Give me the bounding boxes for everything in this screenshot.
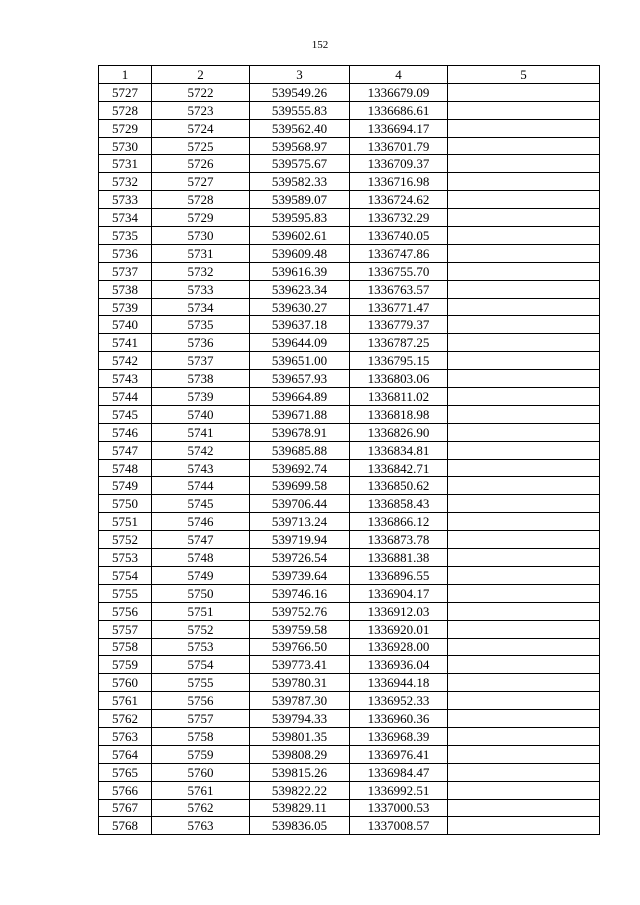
cell-note <box>448 620 600 638</box>
table-row <box>99 817 600 835</box>
cell-y-coordinate: 1336873.78 <box>350 531 448 549</box>
cell-point-number: 5764 <box>99 745 152 763</box>
cell-prev-number: 5724 <box>152 119 250 137</box>
cell-point-number: 5748 <box>99 459 152 477</box>
cell-y-coordinate: 1336826.90 <box>350 423 448 441</box>
cell-prev-number: 5731 <box>152 244 250 262</box>
cell-y-coordinate: 1336944.18 <box>350 674 448 692</box>
cell-prev-number: 5762 <box>152 799 250 817</box>
cell-x-coordinate: 539657.93 <box>250 370 350 388</box>
cell-point-number: 5758 <box>99 638 152 656</box>
cell-note <box>448 692 600 710</box>
cell-point-number: 5753 <box>99 549 152 567</box>
coordinates-table <box>98 65 600 835</box>
cell-y-coordinate: 1336920.01 <box>350 620 448 638</box>
cell-x-coordinate: 539815.26 <box>250 763 350 781</box>
cell-point-number: 5763 <box>99 727 152 745</box>
cell-x-coordinate: 539651.00 <box>250 352 350 370</box>
cell-x-coordinate: 539568.97 <box>250 137 350 155</box>
cell-point-number: 5760 <box>99 674 152 692</box>
cell-point-number: 5739 <box>99 298 152 316</box>
cell-point-number: 5742 <box>99 352 152 370</box>
cell-point-number: 5755 <box>99 584 152 602</box>
table-row <box>99 799 600 817</box>
cell-note <box>448 441 600 459</box>
cell-y-coordinate: 1336866.12 <box>350 513 448 531</box>
cell-note <box>448 638 600 656</box>
cell-prev-number: 5727 <box>152 173 250 191</box>
cell-prev-number: 5753 <box>152 638 250 656</box>
cell-note <box>448 477 600 495</box>
cell-point-number: 5740 <box>99 316 152 334</box>
cell-point-number: 5744 <box>99 388 152 406</box>
cell-note <box>448 316 600 334</box>
cell-prev-number: 5751 <box>152 602 250 620</box>
cell-x-coordinate: 539780.31 <box>250 674 350 692</box>
cell-x-coordinate: 539752.76 <box>250 602 350 620</box>
table-row <box>99 244 600 262</box>
cell-point-number: 5767 <box>99 799 152 817</box>
table-row <box>99 155 600 173</box>
cell-point-number: 5756 <box>99 602 152 620</box>
cell-note <box>448 173 600 191</box>
cell-note <box>448 209 600 227</box>
cell-x-coordinate: 539726.54 <box>250 549 350 567</box>
cell-point-number: 5736 <box>99 244 152 262</box>
cell-prev-number: 5759 <box>152 745 250 763</box>
cell-point-number: 5752 <box>99 531 152 549</box>
cell-note <box>448 334 600 352</box>
cell-point-number: 5737 <box>99 262 152 280</box>
cell-note <box>448 191 600 209</box>
cell-x-coordinate: 539692.74 <box>250 459 350 477</box>
table-row <box>99 441 600 459</box>
cell-y-coordinate: 1336709.37 <box>350 155 448 173</box>
cell-prev-number: 5740 <box>152 405 250 423</box>
cell-note <box>448 388 600 406</box>
table-row <box>99 674 600 692</box>
cell-prev-number: 5732 <box>152 262 250 280</box>
cell-x-coordinate: 539766.50 <box>250 638 350 656</box>
cell-x-coordinate: 539706.44 <box>250 495 350 513</box>
table-row <box>99 549 600 567</box>
table-row <box>99 710 600 728</box>
cell-y-coordinate: 1336896.55 <box>350 566 448 584</box>
cell-note <box>448 405 600 423</box>
cell-x-coordinate: 539822.22 <box>250 781 350 799</box>
table-row <box>99 459 600 477</box>
cell-y-coordinate: 1336960.36 <box>350 710 448 728</box>
cell-prev-number: 5722 <box>152 83 250 101</box>
cell-prev-number: 5723 <box>152 101 250 119</box>
table-row <box>99 298 600 316</box>
table-row <box>99 262 600 280</box>
cell-x-coordinate: 539637.18 <box>250 316 350 334</box>
cell-x-coordinate: 539759.58 <box>250 620 350 638</box>
cell-prev-number: 5747 <box>152 531 250 549</box>
cell-y-coordinate: 1336818.98 <box>350 405 448 423</box>
cell-prev-number: 5746 <box>152 513 250 531</box>
cell-x-coordinate: 539699.58 <box>250 477 350 495</box>
table-row <box>99 477 600 495</box>
cell-y-coordinate: 1336811.02 <box>350 388 448 406</box>
table-row <box>99 513 600 531</box>
cell-point-number: 5747 <box>99 441 152 459</box>
cell-prev-number: 5761 <box>152 781 250 799</box>
cell-x-coordinate: 539808.29 <box>250 745 350 763</box>
cell-point-number: 5761 <box>99 692 152 710</box>
cell-x-coordinate: 539685.88 <box>250 441 350 459</box>
cell-x-coordinate: 539794.33 <box>250 710 350 728</box>
cell-y-coordinate: 1336803.06 <box>350 370 448 388</box>
cell-note <box>448 566 600 584</box>
cell-prev-number: 5738 <box>152 370 250 388</box>
cell-y-coordinate: 1336686.61 <box>350 101 448 119</box>
cell-point-number: 5731 <box>99 155 152 173</box>
cell-y-coordinate: 1336771.47 <box>350 298 448 316</box>
cell-prev-number: 5739 <box>152 388 250 406</box>
cell-x-coordinate: 539773.41 <box>250 656 350 674</box>
column-header-2: 2 <box>152 66 250 84</box>
cell-y-coordinate: 1336976.41 <box>350 745 448 763</box>
cell-x-coordinate: 539829.11 <box>250 799 350 817</box>
cell-point-number: 5734 <box>99 209 152 227</box>
table-row <box>99 227 600 245</box>
cell-prev-number: 5763 <box>152 817 250 835</box>
cell-x-coordinate: 539549.26 <box>250 83 350 101</box>
cell-y-coordinate: 1336928.00 <box>350 638 448 656</box>
cell-prev-number: 5742 <box>152 441 250 459</box>
cell-note <box>448 262 600 280</box>
column-header-1: 1 <box>99 66 152 84</box>
cell-note <box>448 101 600 119</box>
cell-y-coordinate: 1336747.86 <box>350 244 448 262</box>
cell-x-coordinate: 539582.33 <box>250 173 350 191</box>
cell-prev-number: 5752 <box>152 620 250 638</box>
cell-note <box>448 513 600 531</box>
cell-note <box>448 656 600 674</box>
cell-note <box>448 298 600 316</box>
cell-y-coordinate: 1336984.47 <box>350 763 448 781</box>
cell-note <box>448 83 600 101</box>
cell-note <box>448 674 600 692</box>
cell-point-number: 5732 <box>99 173 152 191</box>
table-row <box>99 763 600 781</box>
cell-note <box>448 244 600 262</box>
cell-y-coordinate: 1336740.05 <box>350 227 448 245</box>
cell-y-coordinate: 1336912.03 <box>350 602 448 620</box>
cell-point-number: 5768 <box>99 817 152 835</box>
cell-prev-number: 5735 <box>152 316 250 334</box>
table-row <box>99 602 600 620</box>
cell-x-coordinate: 539562.40 <box>250 119 350 137</box>
cell-x-coordinate: 539739.64 <box>250 566 350 584</box>
cell-note <box>448 137 600 155</box>
cell-y-coordinate: 1336968.39 <box>350 727 448 745</box>
cell-note <box>448 459 600 477</box>
table-body <box>99 83 600 834</box>
table-row <box>99 101 600 119</box>
cell-x-coordinate: 539787.30 <box>250 692 350 710</box>
cell-note <box>448 119 600 137</box>
cell-x-coordinate: 539664.89 <box>250 388 350 406</box>
cell-y-coordinate: 1336952.33 <box>350 692 448 710</box>
cell-point-number: 5749 <box>99 477 152 495</box>
cell-note <box>448 602 600 620</box>
cell-note <box>448 763 600 781</box>
cell-x-coordinate: 539616.39 <box>250 262 350 280</box>
cell-y-coordinate: 1336779.37 <box>350 316 448 334</box>
cell-y-coordinate: 1336850.62 <box>350 477 448 495</box>
column-header-5: 5 <box>448 66 600 84</box>
cell-x-coordinate: 539589.07 <box>250 191 350 209</box>
cell-note <box>448 370 600 388</box>
cell-prev-number: 5749 <box>152 566 250 584</box>
cell-y-coordinate: 1336834.81 <box>350 441 448 459</box>
cell-x-coordinate: 539678.91 <box>250 423 350 441</box>
cell-point-number: 5746 <box>99 423 152 441</box>
cell-prev-number: 5737 <box>152 352 250 370</box>
cell-x-coordinate: 539595.83 <box>250 209 350 227</box>
cell-prev-number: 5758 <box>152 727 250 745</box>
cell-y-coordinate: 1336787.25 <box>350 334 448 352</box>
cell-note <box>448 495 600 513</box>
cell-x-coordinate: 539836.05 <box>250 817 350 835</box>
cell-y-coordinate: 1337000.53 <box>350 799 448 817</box>
table-row <box>99 405 600 423</box>
cell-y-coordinate: 1336716.98 <box>350 173 448 191</box>
cell-point-number: 5751 <box>99 513 152 531</box>
table-row <box>99 191 600 209</box>
cell-point-number: 5728 <box>99 101 152 119</box>
table-row <box>99 638 600 656</box>
cell-prev-number: 5728 <box>152 191 250 209</box>
cell-prev-number: 5725 <box>152 137 250 155</box>
cell-y-coordinate: 1336732.29 <box>350 209 448 227</box>
cell-x-coordinate: 539602.61 <box>250 227 350 245</box>
table-row <box>99 83 600 101</box>
cell-prev-number: 5745 <box>152 495 250 513</box>
cell-point-number: 5729 <box>99 119 152 137</box>
table-row <box>99 370 600 388</box>
column-header-3: 3 <box>250 66 350 84</box>
cell-y-coordinate: 1336936.04 <box>350 656 448 674</box>
cell-point-number: 5730 <box>99 137 152 155</box>
cell-note <box>448 781 600 799</box>
cell-prev-number: 5741 <box>152 423 250 441</box>
cell-note <box>448 227 600 245</box>
table-row <box>99 388 600 406</box>
cell-x-coordinate: 539671.88 <box>250 405 350 423</box>
cell-prev-number: 5756 <box>152 692 250 710</box>
cell-y-coordinate: 1336694.17 <box>350 119 448 137</box>
cell-x-coordinate: 539623.34 <box>250 280 350 298</box>
cell-x-coordinate: 539575.67 <box>250 155 350 173</box>
cell-y-coordinate: 1336701.79 <box>350 137 448 155</box>
cell-point-number: 5738 <box>99 280 152 298</box>
cell-y-coordinate: 1336904.17 <box>350 584 448 602</box>
cell-point-number: 5754 <box>99 566 152 584</box>
table-row <box>99 173 600 191</box>
cell-y-coordinate: 1336992.51 <box>350 781 448 799</box>
cell-point-number: 5766 <box>99 781 152 799</box>
header-row <box>99 66 600 84</box>
cell-note <box>448 745 600 763</box>
cell-x-coordinate: 539555.83 <box>250 101 350 119</box>
cell-x-coordinate: 539644.09 <box>250 334 350 352</box>
table-row <box>99 495 600 513</box>
table-row <box>99 119 600 137</box>
cell-point-number: 5762 <box>99 710 152 728</box>
cell-note <box>448 352 600 370</box>
page-number: 152 <box>311 39 329 51</box>
cell-prev-number: 5755 <box>152 674 250 692</box>
cell-x-coordinate: 539746.16 <box>250 584 350 602</box>
table-row <box>99 745 600 763</box>
cell-prev-number: 5744 <box>152 477 250 495</box>
table-row <box>99 209 600 227</box>
cell-prev-number: 5743 <box>152 459 250 477</box>
table-row <box>99 656 600 674</box>
cell-point-number: 5759 <box>99 656 152 674</box>
cell-point-number: 5727 <box>99 83 152 101</box>
cell-y-coordinate: 1337008.57 <box>350 817 448 835</box>
cell-prev-number: 5750 <box>152 584 250 602</box>
table-row <box>99 727 600 745</box>
cell-prev-number: 5726 <box>152 155 250 173</box>
cell-point-number: 5750 <box>99 495 152 513</box>
cell-x-coordinate: 539630.27 <box>250 298 350 316</box>
table-row <box>99 566 600 584</box>
cell-point-number: 5757 <box>99 620 152 638</box>
cell-note <box>448 710 600 728</box>
cell-x-coordinate: 539801.35 <box>250 727 350 745</box>
cell-prev-number: 5757 <box>152 710 250 728</box>
column-header-4: 4 <box>350 66 448 84</box>
cell-point-number: 5741 <box>99 334 152 352</box>
cell-note <box>448 423 600 441</box>
cell-y-coordinate: 1336763.57 <box>350 280 448 298</box>
table-row <box>99 692 600 710</box>
cell-prev-number: 5760 <box>152 763 250 781</box>
table-row <box>99 584 600 602</box>
table-row <box>99 280 600 298</box>
cell-y-coordinate: 1336795.15 <box>350 352 448 370</box>
table-row <box>99 316 600 334</box>
cell-y-coordinate: 1336842.71 <box>350 459 448 477</box>
cell-y-coordinate: 1336755.70 <box>350 262 448 280</box>
table-row <box>99 781 600 799</box>
cell-prev-number: 5730 <box>152 227 250 245</box>
cell-prev-number: 5754 <box>152 656 250 674</box>
cell-note <box>448 280 600 298</box>
cell-prev-number: 5748 <box>152 549 250 567</box>
table-row <box>99 352 600 370</box>
cell-note <box>448 531 600 549</box>
cell-point-number: 5765 <box>99 763 152 781</box>
cell-prev-number: 5729 <box>152 209 250 227</box>
table-row <box>99 334 600 352</box>
cell-prev-number: 5736 <box>152 334 250 352</box>
cell-point-number: 5745 <box>99 405 152 423</box>
cell-y-coordinate: 1336858.43 <box>350 495 448 513</box>
cell-y-coordinate: 1336679.09 <box>350 83 448 101</box>
cell-note <box>448 817 600 835</box>
cell-point-number: 5735 <box>99 227 152 245</box>
table-row <box>99 423 600 441</box>
cell-note <box>448 584 600 602</box>
cell-note <box>448 549 600 567</box>
table-row <box>99 620 600 638</box>
cell-note <box>448 799 600 817</box>
cell-point-number: 5743 <box>99 370 152 388</box>
cell-x-coordinate: 539713.24 <box>250 513 350 531</box>
cell-point-number: 5733 <box>99 191 152 209</box>
cell-y-coordinate: 1336724.62 <box>350 191 448 209</box>
cell-note <box>448 727 600 745</box>
cell-x-coordinate: 539719.94 <box>250 531 350 549</box>
cell-prev-number: 5734 <box>152 298 250 316</box>
cell-y-coordinate: 1336881.38 <box>350 549 448 567</box>
table-row <box>99 137 600 155</box>
cell-note <box>448 155 600 173</box>
cell-x-coordinate: 539609.48 <box>250 244 350 262</box>
cell-prev-number: 5733 <box>152 280 250 298</box>
table-row <box>99 531 600 549</box>
table-header <box>99 66 600 84</box>
